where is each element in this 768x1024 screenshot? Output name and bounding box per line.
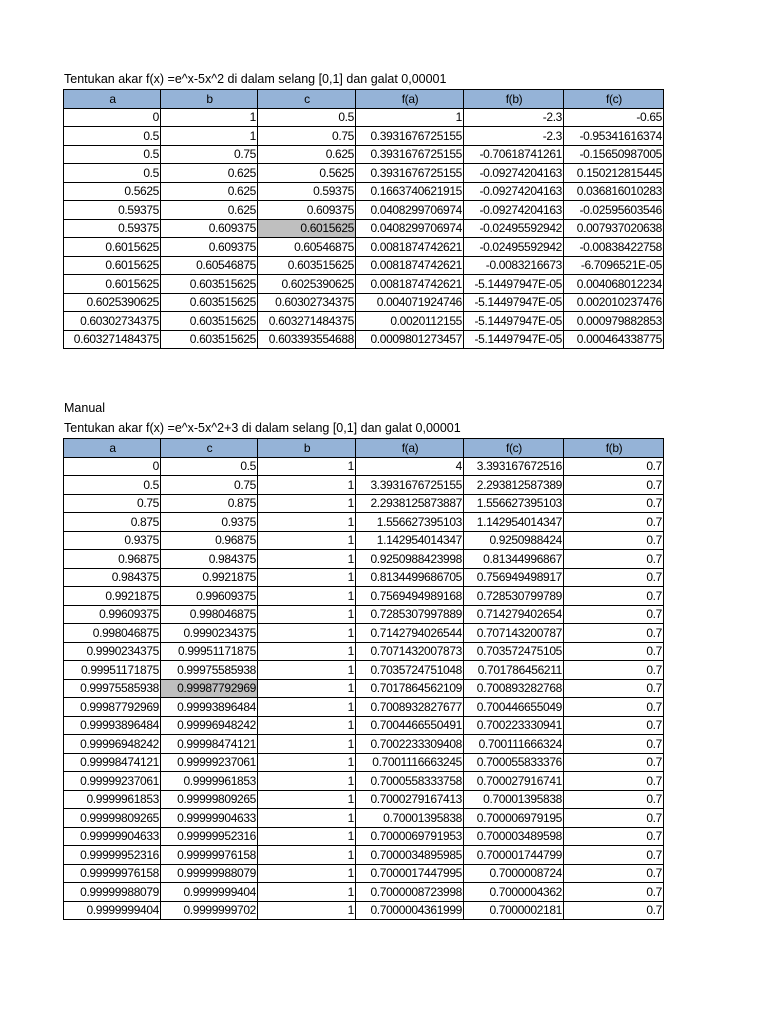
cell-b[interactable]: 1: [258, 753, 356, 772]
cell-a[interactable]: 0.875: [64, 513, 161, 532]
cell-fb[interactable]: -0.0083216673: [464, 256, 564, 275]
column-header-fc[interactable]: f(c): [464, 439, 564, 458]
cell-fb[interactable]: 0.7: [564, 827, 664, 846]
cell-fb[interactable]: 0.7: [564, 624, 664, 643]
cell-fb[interactable]: -5.14497947E-05: [464, 275, 564, 294]
cell-fa[interactable]: 0.0081874742621: [356, 256, 464, 275]
cell-fb[interactable]: -0.09274204163: [464, 201, 564, 220]
cell-fa[interactable]: 0.7004466550491: [356, 716, 464, 735]
table-row: [64, 827, 664, 846]
cell-b[interactable]: 1: [258, 661, 356, 680]
cell-fa[interactable]: 0.7008932827677: [356, 698, 464, 717]
cell-fa[interactable]: 0.1663740621915: [356, 182, 464, 201]
cell-c[interactable]: 0.99999237061: [161, 753, 258, 772]
cell-fa[interactable]: 0.3931676725155: [356, 145, 464, 164]
header-row: [64, 439, 664, 458]
cell-fa[interactable]: 0.0408299706974: [356, 201, 464, 220]
cell-fb[interactable]: 0.7: [564, 883, 664, 902]
cell-fb[interactable]: 0.7: [564, 605, 664, 624]
cell-b[interactable]: 0.60546875: [161, 256, 258, 275]
cell-fa[interactable]: 0.9250988423998: [356, 550, 464, 569]
cell-a[interactable]: 0.9375: [64, 531, 161, 550]
cell-c[interactable]: 0.99975585938: [161, 661, 258, 680]
cell-fa[interactable]: 0.8134499686705: [356, 568, 464, 587]
cell-fc[interactable]: 0.700027916741: [464, 772, 564, 791]
cell-fb[interactable]: 0.7: [564, 772, 664, 791]
cell-fa[interactable]: 0.7000008723998: [356, 883, 464, 902]
column-header-fa[interactable]: f(a): [356, 90, 464, 109]
cell-b[interactable]: 1: [258, 716, 356, 735]
cell-fb[interactable]: 0.7: [564, 513, 664, 532]
cell-fa[interactable]: 0.7017864562109: [356, 679, 464, 698]
cell-fa[interactable]: 1.142954014347: [356, 531, 464, 550]
cell-fa[interactable]: 0.70001395838: [356, 809, 464, 828]
cell-b[interactable]: 0.609375: [161, 219, 258, 238]
table-row: [64, 476, 664, 495]
table-row: [64, 330, 664, 349]
cell-fa[interactable]: 0.7142794026544: [356, 624, 464, 643]
cell-fa[interactable]: 0.7569494989168: [356, 587, 464, 606]
cell-fa[interactable]: 0.0081874742621: [356, 238, 464, 257]
cell-a[interactable]: 0.59375: [64, 201, 161, 220]
cell-fa[interactable]: 3.3931676725155: [356, 476, 464, 495]
cell-a[interactable]: 0.99996948242: [64, 735, 161, 754]
cell-b[interactable]: 1: [258, 531, 356, 550]
cell-fc[interactable]: 0.700893282768: [464, 679, 564, 698]
cell-fb[interactable]: -0.02495592942: [464, 238, 564, 257]
cell-fa[interactable]: 0.7071432007873: [356, 642, 464, 661]
cell-c[interactable]: 0.5: [161, 457, 258, 476]
cell-a[interactable]: 0.9990234375: [64, 642, 161, 661]
cell-fa[interactable]: 2.2938125873887: [356, 494, 464, 513]
cell-a[interactable]: 0.9999999404: [64, 901, 161, 920]
cell-fc[interactable]: 0.728530799789: [464, 587, 564, 606]
cell-c[interactable]: 0.99999952316: [161, 827, 258, 846]
table-row: [64, 790, 664, 809]
cell-c[interactable]: 0.9999999404: [161, 883, 258, 902]
column-header-fa[interactable]: f(a): [356, 439, 464, 458]
table-row: [64, 145, 664, 164]
cell-fa[interactable]: 0.0009801273457: [356, 330, 464, 349]
cell-c[interactable]: 0.9375: [161, 513, 258, 532]
cell-c[interactable]: 0.875: [161, 494, 258, 513]
cell-fb[interactable]: 0.7: [564, 790, 664, 809]
cell-fb[interactable]: -0.09274204163: [464, 164, 564, 183]
cell-c[interactable]: 0.99951171875: [161, 642, 258, 661]
cell-a[interactable]: 0.6015625: [64, 275, 161, 294]
table1-caption: Tentukan akar f(x) =e^x-5x^2 di dalam selang [0,1] dan galat 0,00001: [64, 72, 447, 86]
cell-b[interactable]: 1: [258, 605, 356, 624]
cell-fc[interactable]: 0.000979882853: [564, 312, 664, 331]
cell-b[interactable]: 1: [258, 846, 356, 865]
cell-fc[interactable]: 0.150212815445: [564, 164, 664, 183]
cell-fc[interactable]: -0.02595603546: [564, 201, 664, 220]
cell-b[interactable]: 1: [258, 550, 356, 569]
table-row: [64, 568, 664, 587]
cell-b[interactable]: 0.625: [161, 182, 258, 201]
table-row: [64, 772, 664, 791]
cell-a[interactable]: 0.6025390625: [64, 293, 161, 312]
bisection-table-2: [63, 438, 664, 920]
cell-fb[interactable]: 0.7: [564, 901, 664, 920]
column-header-fb[interactable]: f(b): [564, 439, 664, 458]
cell-fa[interactable]: 1.556627395103: [356, 513, 464, 532]
cell-c[interactable]: 0.9999961853: [161, 772, 258, 791]
column-header-b[interactable]: b: [161, 90, 258, 109]
cell-fb[interactable]: 0.7: [564, 661, 664, 680]
cell-fc[interactable]: 0.700003489598: [464, 827, 564, 846]
column-header-c[interactable]: c: [161, 439, 258, 458]
cell-c[interactable]: 0.99999904633: [161, 809, 258, 828]
cell-a[interactable]: 0.5625: [64, 182, 161, 201]
cell-fb[interactable]: -2.3: [464, 108, 564, 127]
header-row: [64, 90, 664, 109]
table-row: [64, 735, 664, 754]
cell-fa[interactable]: 0.7001116663245: [356, 753, 464, 772]
cell-fb[interactable]: 0.7: [564, 753, 664, 772]
cell-c[interactable]: 0.609375: [258, 201, 356, 220]
cell-fb[interactable]: 0.7: [564, 846, 664, 865]
cell-b[interactable]: 1: [258, 827, 356, 846]
bisection-table-1: [63, 89, 664, 349]
column-header-c[interactable]: c: [258, 90, 356, 109]
column-header-a[interactable]: a: [64, 90, 161, 109]
cell-fc[interactable]: 0.007937020638: [564, 219, 664, 238]
cell-fc[interactable]: -0.65: [564, 108, 664, 127]
cell-c[interactable]: 0.99987792969: [161, 679, 258, 698]
cell-a[interactable]: 0.99999904633: [64, 827, 161, 846]
cell-fc[interactable]: 0.004068012234: [564, 275, 664, 294]
table-row: [64, 108, 664, 127]
cell-fb[interactable]: 0.7: [564, 457, 664, 476]
cell-fb[interactable]: 0.7: [564, 494, 664, 513]
cell-fa[interactable]: 0.7000558333758: [356, 772, 464, 791]
cell-c[interactable]: 0.5625: [258, 164, 356, 183]
cell-fc[interactable]: 0.7000008724: [464, 864, 564, 883]
cell-fb[interactable]: -2.3: [464, 127, 564, 146]
cell-b[interactable]: 1: [258, 735, 356, 754]
manual-title: Manual: [64, 401, 105, 415]
cell-c[interactable]: 0.603393554688: [258, 330, 356, 349]
table-row: [64, 238, 664, 257]
cell-b[interactable]: 1: [161, 108, 258, 127]
cell-c[interactable]: 0.99999988079: [161, 864, 258, 883]
cell-a[interactable]: 0.99987792969: [64, 698, 161, 717]
cell-a[interactable]: 0.5: [64, 127, 161, 146]
cell-b[interactable]: 1: [161, 127, 258, 146]
cell-a[interactable]: 0.603271484375: [64, 330, 161, 349]
cell-a[interactable]: 0.998046875: [64, 624, 161, 643]
cell-b[interactable]: 0.625: [161, 201, 258, 220]
table-row: [64, 624, 664, 643]
cell-a[interactable]: 0: [64, 108, 161, 127]
cell-fc[interactable]: 0.700001744799: [464, 846, 564, 865]
cell-fa[interactable]: 0.004071924746: [356, 293, 464, 312]
column-header-fc[interactable]: f(c): [564, 90, 664, 109]
cell-b[interactable]: 0.609375: [161, 238, 258, 257]
cell-fc[interactable]: -0.95341616374: [564, 127, 664, 146]
table-row: [64, 679, 664, 698]
cell-a[interactable]: 0.75: [64, 494, 161, 513]
cell-c[interactable]: 0.625: [258, 145, 356, 164]
cell-a[interactable]: 0.99951171875: [64, 661, 161, 680]
cell-c[interactable]: 0.99996948242: [161, 716, 258, 735]
cell-fc[interactable]: -6.7096521E-05: [564, 256, 664, 275]
cell-fc[interactable]: 0.703572475105: [464, 642, 564, 661]
table-row: [64, 457, 664, 476]
cell-a[interactable]: 0.99998474121: [64, 753, 161, 772]
table-row: [64, 642, 664, 661]
cell-fa[interactable]: 4: [356, 457, 464, 476]
table-row: [64, 661, 664, 680]
table-row: [64, 716, 664, 735]
cell-fa[interactable]: 0.0020112155: [356, 312, 464, 331]
cell-fb[interactable]: 0.7: [564, 476, 664, 495]
table-row: [64, 846, 664, 865]
cell-a[interactable]: 0.96875: [64, 550, 161, 569]
cell-a[interactable]: 0.99999809265: [64, 809, 161, 828]
cell-fa[interactable]: 1: [356, 108, 464, 127]
cell-a[interactable]: 0.99999952316: [64, 846, 161, 865]
cell-b[interactable]: 1: [258, 494, 356, 513]
cell-fa[interactable]: 0.7000279167413: [356, 790, 464, 809]
cell-b[interactable]: 1: [258, 679, 356, 698]
cell-a[interactable]: 0.6015625: [64, 238, 161, 257]
cell-c[interactable]: 0.9921875: [161, 568, 258, 587]
cell-fb[interactable]: 0.7: [564, 698, 664, 717]
cell-fa[interactable]: 0.7000017447995: [356, 864, 464, 883]
table-row: [64, 809, 664, 828]
table-row: [64, 127, 664, 146]
cell-fa[interactable]: 0.3931676725155: [356, 127, 464, 146]
column-header-a[interactable]: a: [64, 439, 161, 458]
table-row: [64, 275, 664, 294]
cell-fb[interactable]: -0.02495592942: [464, 219, 564, 238]
table-row: [64, 883, 664, 902]
cell-b[interactable]: 1: [258, 587, 356, 606]
cell-fa[interactable]: 0.0408299706974: [356, 219, 464, 238]
table-row: [64, 256, 664, 275]
cell-fc[interactable]: 1.142954014347: [464, 513, 564, 532]
cell-fb[interactable]: -5.14497947E-05: [464, 330, 564, 349]
cell-fc[interactable]: 0.002010237476: [564, 293, 664, 312]
cell-c[interactable]: 0.75: [161, 476, 258, 495]
cell-b[interactable]: 0.603515625: [161, 330, 258, 349]
cell-fa[interactable]: 0.7035724751048: [356, 661, 464, 680]
table-row: [64, 753, 664, 772]
cell-c[interactable]: 0.603515625: [258, 256, 356, 275]
table2-caption: Tentukan akar f(x) =e^x-5x^2+3 di dalam selang [0,1] dan galat 0,00001: [64, 421, 461, 435]
cell-fc[interactable]: 0.036816010283: [564, 182, 664, 201]
cell-fc[interactable]: 0.700446655049: [464, 698, 564, 717]
cell-c[interactable]: 0.9990234375: [161, 624, 258, 643]
cell-b[interactable]: 1: [258, 864, 356, 883]
cell-b[interactable]: 1: [258, 476, 356, 495]
cell-c[interactable]: 0.75: [258, 127, 356, 146]
cell-fc[interactable]: 0.700223330941: [464, 716, 564, 735]
cell-fb[interactable]: 0.7: [564, 809, 664, 828]
cell-fa[interactable]: 0.3931676725155: [356, 164, 464, 183]
cell-a[interactable]: 0.5: [64, 164, 161, 183]
cell-b[interactable]: 1: [258, 624, 356, 643]
cell-fc[interactable]: 0.700111666324: [464, 735, 564, 754]
cell-c[interactable]: 0.603271484375: [258, 312, 356, 331]
cell-a[interactable]: 0: [64, 457, 161, 476]
table-row: [64, 201, 664, 220]
cell-fc[interactable]: 0.714279402654: [464, 605, 564, 624]
cell-a[interactable]: 0.5: [64, 476, 161, 495]
cell-fc[interactable]: 0.9250988424: [464, 531, 564, 550]
cell-b[interactable]: 1: [258, 513, 356, 532]
cell-fa[interactable]: 0.7000004361999: [356, 901, 464, 920]
cell-a[interactable]: 0.6015625: [64, 256, 161, 275]
cell-c[interactable]: 0.99993896484: [161, 698, 258, 717]
cell-b[interactable]: 0.603515625: [161, 312, 258, 331]
cell-c[interactable]: 0.60302734375: [258, 293, 356, 312]
cell-fc[interactable]: 0.756949498917: [464, 568, 564, 587]
cell-fb[interactable]: 0.7: [564, 679, 664, 698]
table-row: [64, 864, 664, 883]
cell-b[interactable]: 1: [258, 642, 356, 661]
table-row: [64, 312, 664, 331]
cell-b[interactable]: 1: [258, 568, 356, 587]
cell-fc[interactable]: -0.00838422758: [564, 238, 664, 257]
cell-fc[interactable]: 0.700006979195: [464, 809, 564, 828]
table-row: [64, 494, 664, 513]
cell-c[interactable]: 0.5: [258, 108, 356, 127]
cell-a[interactable]: 0.5: [64, 145, 161, 164]
cell-fb[interactable]: 0.7: [564, 735, 664, 754]
cell-a[interactable]: 0.59375: [64, 219, 161, 238]
cell-b[interactable]: 1: [258, 901, 356, 920]
table-row: [64, 550, 664, 569]
cell-fa[interactable]: 0.0081874742621: [356, 275, 464, 294]
table-row: [64, 605, 664, 624]
cell-fb[interactable]: 0.7: [564, 531, 664, 550]
cell-fc[interactable]: 3.393167672516: [464, 457, 564, 476]
cell-a[interactable]: 0.99999976158: [64, 864, 161, 883]
cell-a[interactable]: 0.9999961853: [64, 790, 161, 809]
cell-c[interactable]: 0.99998474121: [161, 735, 258, 754]
cell-fc[interactable]: 0.81344996867: [464, 550, 564, 569]
cell-fb[interactable]: 0.7: [564, 864, 664, 883]
column-header-fb[interactable]: f(b): [464, 90, 564, 109]
cell-a[interactable]: 0.984375: [64, 568, 161, 587]
cell-a[interactable]: 0.99609375: [64, 605, 161, 624]
cell-fc[interactable]: 0.701786456211: [464, 661, 564, 680]
cell-a[interactable]: 0.99999988079: [64, 883, 161, 902]
cell-a[interactable]: 0.99999237061: [64, 772, 161, 791]
cell-fb[interactable]: -0.70618741261: [464, 145, 564, 164]
cell-fc[interactable]: 2.293812587389: [464, 476, 564, 495]
table-row: [64, 182, 664, 201]
cell-b[interactable]: 1: [258, 790, 356, 809]
cell-c[interactable]: 0.9999999702: [161, 901, 258, 920]
cell-fc[interactable]: 0.7000002181: [464, 901, 564, 920]
cell-b[interactable]: 0.625: [161, 164, 258, 183]
table-row: [64, 219, 664, 238]
column-header-b[interactable]: b: [258, 439, 356, 458]
cell-fb[interactable]: -5.14497947E-05: [464, 312, 564, 331]
cell-b[interactable]: 1: [258, 698, 356, 717]
cell-fb[interactable]: 0.7: [564, 587, 664, 606]
cell-fa[interactable]: 0.7000069791953: [356, 827, 464, 846]
cell-c[interactable]: 0.60546875: [258, 238, 356, 257]
cell-fa[interactable]: 0.7000034895985: [356, 846, 464, 865]
cell-a[interactable]: 0.9921875: [64, 587, 161, 606]
cell-a[interactable]: 0.99993896484: [64, 716, 161, 735]
table-row: [64, 164, 664, 183]
cell-fb[interactable]: -0.09274204163: [464, 182, 564, 201]
cell-fc[interactable]: 1.556627395103: [464, 494, 564, 513]
cell-fb[interactable]: -5.14497947E-05: [464, 293, 564, 312]
cell-b[interactable]: 1: [258, 772, 356, 791]
cell-fb[interactable]: 0.7: [564, 716, 664, 735]
cell-b[interactable]: 0.75: [161, 145, 258, 164]
cell-fb[interactable]: 0.7: [564, 550, 664, 569]
cell-fc[interactable]: 0.70001395838: [464, 790, 564, 809]
cell-c[interactable]: 0.998046875: [161, 605, 258, 624]
cell-fc[interactable]: 0.700055833376: [464, 753, 564, 772]
cell-c[interactable]: 0.96875: [161, 531, 258, 550]
table-row: [64, 901, 664, 920]
cell-c[interactable]: 0.6015625: [258, 219, 356, 238]
cell-b[interactable]: 1: [258, 809, 356, 828]
table-row: [64, 531, 664, 550]
cell-a[interactable]: 0.60302734375: [64, 312, 161, 331]
cell-fc[interactable]: -0.15650987005: [564, 145, 664, 164]
table-row: [64, 587, 664, 606]
cell-b[interactable]: 0.603515625: [161, 275, 258, 294]
table-row: [64, 513, 664, 532]
cell-b[interactable]: 0.603515625: [161, 293, 258, 312]
cell-c[interactable]: 0.99999976158: [161, 846, 258, 865]
cell-fc[interactable]: 0.707143200787: [464, 624, 564, 643]
cell-fa[interactable]: 0.7002233309408: [356, 735, 464, 754]
cell-c[interactable]: 0.6025390625: [258, 275, 356, 294]
cell-fb[interactable]: 0.7: [564, 568, 664, 587]
cell-c[interactable]: 0.59375: [258, 182, 356, 201]
table-row: [64, 698, 664, 717]
cell-fc[interactable]: 0.7000004362: [464, 883, 564, 902]
cell-c[interactable]: 0.99609375: [161, 587, 258, 606]
cell-b[interactable]: 1: [258, 457, 356, 476]
cell-fc[interactable]: 0.000464338775: [564, 330, 664, 349]
cell-fb[interactable]: 0.7: [564, 642, 664, 661]
cell-c[interactable]: 0.984375: [161, 550, 258, 569]
cell-a[interactable]: 0.99975585938: [64, 679, 161, 698]
table-row: [64, 293, 664, 312]
cell-b[interactable]: 1: [258, 883, 356, 902]
cell-c[interactable]: 0.99999809265: [161, 790, 258, 809]
cell-fa[interactable]: 0.7285307997889: [356, 605, 464, 624]
